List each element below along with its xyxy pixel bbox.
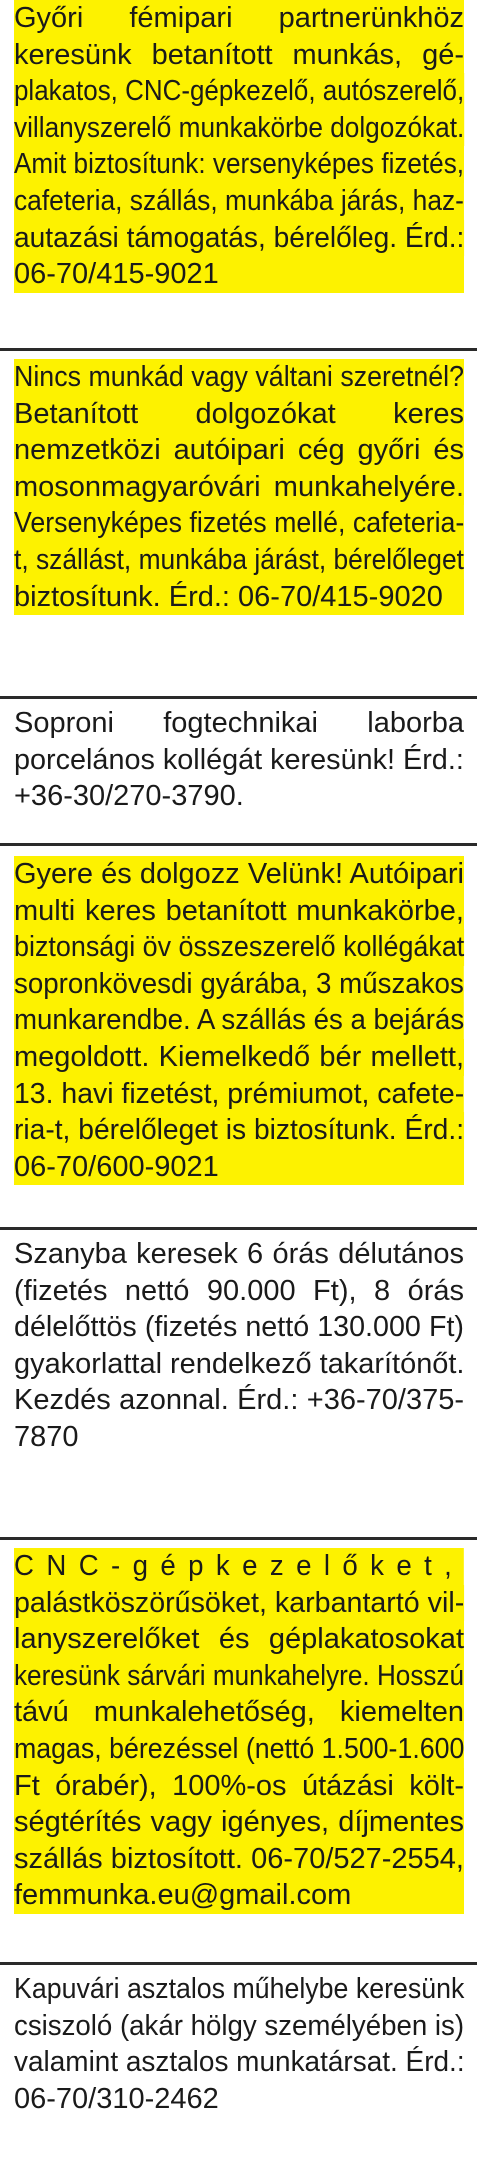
ad-line: cafeteria, szállás, munkába járás, haz- xyxy=(14,183,464,220)
ad-line: Amit biztosítunk: versenyképes fizetés, xyxy=(14,146,464,183)
ad-line: Betanított dolgozókat keres xyxy=(14,396,464,433)
ad-line: csiszoló (akár hölgy személyében is) xyxy=(14,2009,465,2042)
ad-line: 06-70/415-9021 xyxy=(14,256,464,293)
ad-line: 06-70/600-9021 xyxy=(14,1149,464,1186)
job-ad-sopron-dental-lab xyxy=(0,699,477,846)
job-ad-szany-cleaner xyxy=(0,1230,477,1540)
ad-line: porcelános kollégát keresünk! Érd.: xyxy=(14,743,464,776)
ad-line: +36-30/270-3790. xyxy=(14,780,244,813)
ad-line: CNC-gépkezelőket, xyxy=(14,1548,464,1585)
job-ad-kapuvar-carpentry xyxy=(0,1965,477,2165)
ad-line: munkarendbe. A szállás és a bejárás xyxy=(14,1002,464,1039)
ad-line: ria-t, bérelőleget is biztosítunk. Érd.: xyxy=(14,1112,464,1149)
ad-line: délelőttös (fizetés nettó 130.000 Ft) xyxy=(14,1311,464,1344)
ad-line: Soproni fogtechnikai laborba xyxy=(14,707,464,739)
ad-line: Gyere és dolgozz Velünk! Autóipari xyxy=(14,856,464,893)
ad-line: sopronkövesdi gyárába, 3 műszakos xyxy=(14,966,464,1003)
ad-line: megoldott. Kiemelkedő bér mellett, xyxy=(14,1039,464,1076)
ad-line: ségtérítés vagy igényes, díjmentes xyxy=(14,1804,464,1841)
ad-line: Győri fémipari partnerünkhöz xyxy=(14,0,464,37)
ad-line: Ft órabér), 100%-os útázási költ- xyxy=(14,1768,464,1805)
ad-line: gyakorlattal rendelkező takarítónőt. xyxy=(14,1347,465,1380)
ad-line: keresünk betanított munkás, gé- xyxy=(14,37,464,74)
ad-line: plakatos, CNC-gépkezelő, autószerelő, xyxy=(14,73,464,110)
job-ad-automotive-gyor-mosonmagyarovar xyxy=(0,351,477,699)
ad-line: Versenyképes fizetés mellé, cafeteria- xyxy=(14,505,464,542)
ad-line: nemzetközi autóipari cég győri és xyxy=(14,432,464,469)
ad-line: Nincs munkád vagy váltani szeretnél? xyxy=(14,359,464,396)
ad-line: Szanyba keresek 6 órás délutános xyxy=(14,1238,464,1270)
ad-email-line: femmunka.eu@gmail.com xyxy=(14,1877,464,1914)
ad-line: 7870 xyxy=(14,1420,79,1453)
job-ad-sopronkovesd-seatbelt xyxy=(0,846,477,1230)
ad-line: 13. havi fizetést, prémiumot, cafete- xyxy=(14,1076,464,1113)
ad-line: t, szállást, munkába járást, bérelőleget xyxy=(14,542,464,579)
ad-line: mosonmagyaróvári munkahelyére. xyxy=(14,469,464,506)
ad-line: biztonsági öv összeszerelő kollégákat xyxy=(14,929,464,966)
ad-line: palástköszörűsöket, karbantartó vil- xyxy=(14,1585,464,1622)
ad-line: magas, bérezéssel (nettó 1.500-1.600 xyxy=(14,1731,464,1768)
ad-line: valamint asztalos munkatársat. Érd.: xyxy=(14,2046,465,2079)
ad-line: szállás biztosított. 06-70/527-2554, xyxy=(14,1841,464,1878)
ad-line: (fizetés nettó 90.000 Ft), 8 órás xyxy=(14,1274,464,1307)
job-ad-sarvar-cnc xyxy=(0,1540,477,1965)
ad-line: távú munkalehetőség, kiemelten xyxy=(14,1694,464,1731)
ad-line: biztosítunk. Érd.: 06-70/415-9020 xyxy=(14,579,464,616)
ad-line: 06-70/310-2462 xyxy=(14,2082,219,2115)
ad-line: Kapuvári asztalos műhelybe keresünk xyxy=(14,1973,465,2005)
ad-line: multi keres betanított munkakörbe, xyxy=(14,893,464,930)
ad-line: keresünk sárvári munkahelyre. Hosszú xyxy=(14,1658,464,1695)
ad-line: Kezdés azonnal. Érd.: +36-70/375- xyxy=(14,1384,464,1417)
ad-line: autazási támogatás, bérelőleg. Érd.: xyxy=(14,220,464,257)
ad-line: villanyszerelő munkakörbe dolgozókat. xyxy=(14,110,464,147)
job-ad-gyor-metal-industry xyxy=(0,0,477,351)
ad-line: lanyszerelőket és géplakatosokat xyxy=(14,1621,464,1658)
